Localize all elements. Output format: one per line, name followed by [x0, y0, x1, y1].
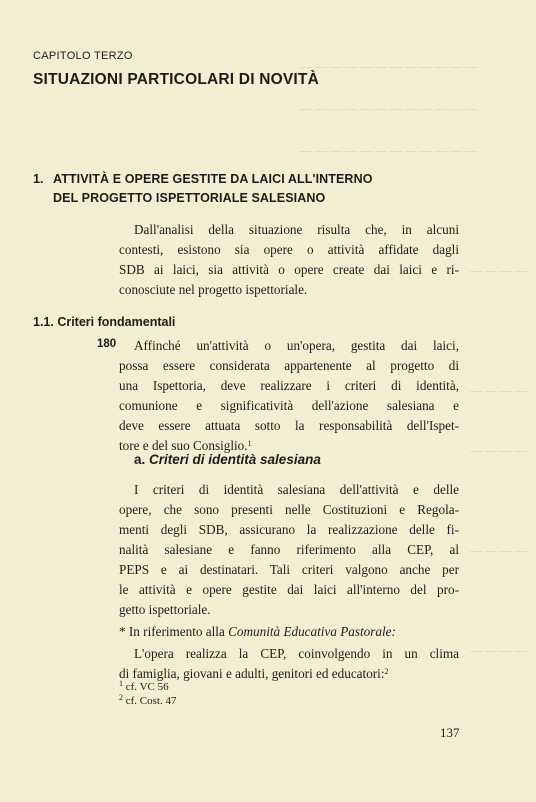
footnote-mark: 1	[119, 679, 123, 688]
bleed-through-text: — — — —	[470, 443, 527, 457]
bleed-through-text: — — — —	[470, 643, 527, 657]
body-line: conosciute nel progetto ispettoriale.	[119, 282, 308, 297]
bleed-through-text: — — — —	[470, 543, 527, 557]
reference-italic: Comunità Educativa Pastorale:	[228, 624, 396, 639]
body-line: Affinché un'attività o un'opera, gestita dai laici,	[134, 338, 459, 353]
bleed-through-text: — — — — — — — — — — — —	[300, 101, 477, 115]
body-line-text: tore e del suo Consiglio.	[119, 438, 248, 453]
bleed-through-text: — — — — — — — — — — — —	[300, 143, 477, 157]
footnote-text: cf. VC 56	[125, 681, 169, 693]
subsection-title: 1.1. Criteri fondamentali	[33, 315, 176, 329]
reference-prefix: * In riferimento alla	[119, 624, 229, 639]
subsection-a-title-text: Criteri di identità salesiana	[149, 452, 321, 467]
section-title-line: ATTIVITÀ E OPERE GESTITE DA LAICI ALL'INTERNO	[53, 172, 373, 186]
footnote-mark: 2	[119, 693, 123, 702]
body-line: una Ispettoria, deve realizzare i criteri di identità,	[119, 378, 459, 393]
body-line: le attività e opere gestite dai laici all'interno del pro-	[119, 582, 459, 597]
body-line: Dall'analisi della situazione risulta che, in alcuni	[134, 222, 459, 237]
bleed-through-text: — — — —	[470, 263, 527, 277]
body-line: menti degli SDB, assicurano la realizzazione delle fi-	[119, 522, 459, 537]
bleed-through-text: — — — —	[470, 383, 527, 397]
body-line: L'opera realizza la CEP, coinvolgendo in un clima	[134, 646, 459, 661]
body-line: getto ispettoriale.	[119, 602, 211, 617]
body-line: SDB ai laici, sia attività o opere create dai laici e ri-	[119, 262, 459, 277]
subsection-a-title	[134, 452, 321, 467]
footnote-reference: 2	[384, 667, 389, 676]
section-title-line: DEL PROGETTO ISPETTORIALE SALESIANO	[53, 191, 326, 205]
margin-paragraph-number: 180	[97, 338, 117, 350]
body-line-text: di famiglia, giovani e adulti, genitori ed educatori:	[119, 666, 385, 681]
footnote-text: cf. Cost. 47	[125, 695, 177, 707]
chapter-label: CAPITOLO TERZO	[33, 50, 133, 62]
footnote	[119, 681, 169, 693]
footnote-reference: 1	[247, 439, 252, 448]
chapter-title: SITUAZIONI PARTICOLARI DI NOVITÀ	[33, 71, 319, 88]
reference-line	[119, 622, 396, 642]
body-line: contesti, esistono sia opere o attività affidate dagli	[119, 242, 459, 257]
body-line: opere, che sono presenti nelle Costituzioni e Regola-	[119, 502, 459, 517]
body-line: comunione e significatività dell'azione salesiana e	[119, 398, 459, 413]
body-line: deve essere attuata sotto la responsabilità dell'Ispet-	[119, 418, 459, 433]
body-line: possa essere considerata appartenente al progetto di	[119, 358, 459, 373]
footnote	[119, 695, 176, 707]
body-line: I criteri di identità salesiana dell'attività e delle	[134, 482, 459, 497]
body-line: PEPS e ai destinatari. Tali criteri valgono anche per	[119, 562, 459, 577]
body-line: nalità salesiane e fanno riferimento alla CEP, al	[119, 542, 459, 557]
bleed-through-text: — — — — — — — — — — — —	[300, 59, 477, 73]
subsection-letter: a.	[134, 452, 146, 467]
section-number: 1.	[33, 172, 44, 186]
page-number: 137	[440, 725, 460, 740]
